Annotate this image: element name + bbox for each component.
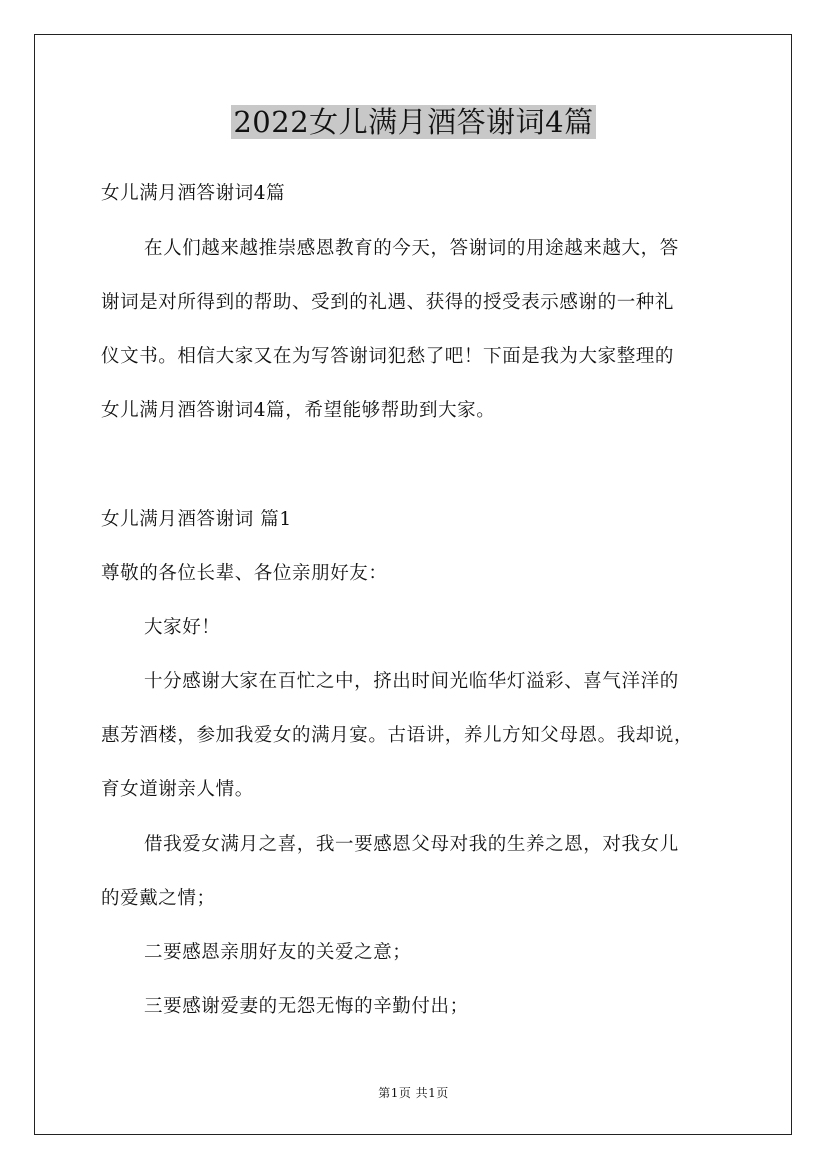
body-line-2: 惠芳酒楼，参加我爱女的满月宴。古语讲，养儿方知父母恩。我却说， [101, 725, 694, 746]
body-line-4: 借我爱女满月之喜，我一要感恩父母对我的生养之恩，对我女儿 [144, 834, 679, 855]
page-footer: 第1页 共1页 [378, 1086, 449, 1100]
intro-line-3: 仪文书。相信大家又在为写答谢词犯愁了吧！下面是我为大家整理的 [101, 346, 675, 367]
body-line-6: 二要感恩亲朋好友的关爱之意； [144, 942, 412, 963]
body-line-5: 的爱戴之情； [101, 888, 216, 909]
greeting: 大家好！ [144, 617, 221, 638]
body-line-1: 十分感谢大家在百忙之中，挤出时间光临华灯溢彩、喜气洋洋的 [144, 671, 679, 692]
body-line-7: 三要感谢爱妻的无怨无悔的辛勤付出； [144, 996, 469, 1017]
document-title-wrap [0, 102, 827, 142]
intro-line-4: 女儿满月酒答谢词4篇，希望能够帮助到大家。 [101, 400, 496, 421]
document-title: 2022女儿满月酒答谢词4篇 [233, 105, 594, 139]
intro-line-1: 在人们越来越推崇感恩教育的今天，答谢词的用途越来越大，答 [144, 238, 679, 259]
subtitle: 女儿满月酒答谢词4篇 [101, 183, 286, 204]
body-line-3: 育女道谢亲人情。 [101, 779, 254, 800]
intro-line-2: 谢词是对所得到的帮助、受到的礼遇、获得的授受表示感谢的一种礼 [101, 292, 675, 313]
salutation: 尊敬的各位长辈、各位亲朋好友： [101, 563, 388, 584]
section-heading: 女儿满月酒答谢词 篇1 [101, 509, 292, 530]
